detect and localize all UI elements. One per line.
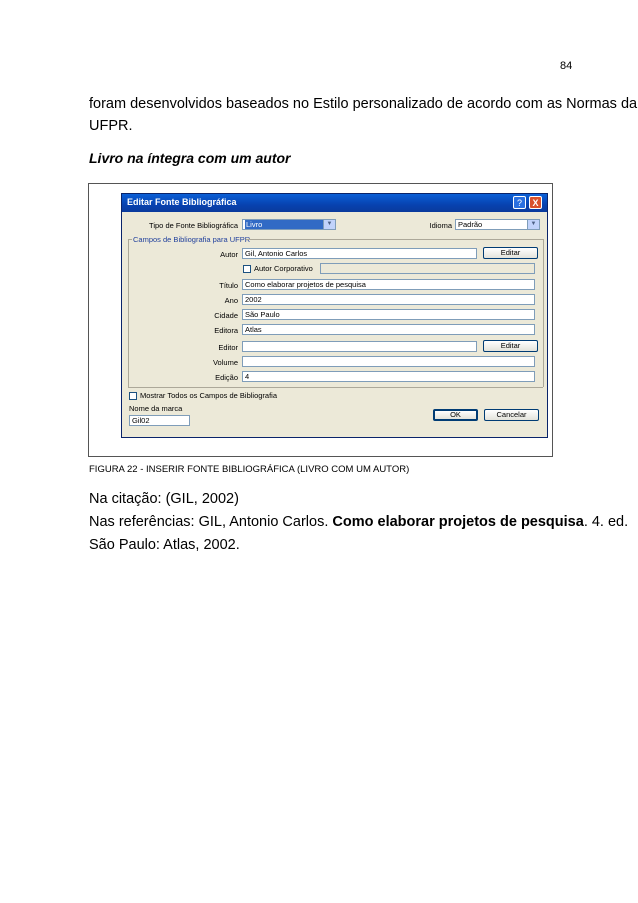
page-number: 84 — [560, 60, 573, 72]
section-heading: Livro na íntegra com um autor — [89, 150, 291, 166]
corporate-author-label: Autor Corporativo — [254, 264, 313, 273]
source-type-label: Tipo de Fonte Bibliográfica — [149, 221, 238, 230]
editor-label: Editor — [218, 343, 238, 352]
edit-editor-button[interactable]: Editar — [483, 340, 538, 352]
reference-prefix: Nas referências: GIL, Antonio Carlos. — [89, 514, 333, 530]
publisher-label: Editora — [214, 326, 238, 335]
editor-input[interactable] — [242, 341, 477, 352]
city-input[interactable]: São Paulo — [242, 309, 535, 320]
group-label: Campos de Bibliografia para UFPR — [133, 235, 251, 244]
cancel-button[interactable]: Cancelar — [484, 409, 539, 421]
city-label: Cidade — [214, 311, 238, 320]
group-border-bottom — [128, 387, 543, 388]
publisher-input[interactable]: Atlas — [242, 324, 535, 335]
source-type-select[interactable] — [242, 219, 336, 230]
intro-text-line-2: UFPR. — [89, 118, 133, 134]
dialog-titlebar[interactable] — [122, 194, 547, 212]
ok-button[interactable]: OK — [433, 409, 478, 421]
figure-caption: FIGURA 22 - INSERIR FONTE BIBLIOGRÁFICA (LIVRO COM UM AUTOR) — [89, 464, 410, 475]
intro-text-line-1: foram desenvolvidos baseados no Estilo personalizado de acordo com as Normas da — [89, 96, 638, 112]
tag-name-label: Nome da marca — [129, 404, 183, 413]
dialog-title: Editar Fonte Bibliográfica — [127, 197, 237, 207]
language-label: Idioma — [429, 221, 452, 230]
reference-line-1 — [89, 511, 628, 533]
group-border-left — [128, 239, 129, 387]
chevron-down-icon: ▼ — [323, 220, 335, 229]
language-select[interactable] — [455, 219, 540, 230]
title-input[interactable]: Como elaborar projetos de pesquisa — [242, 279, 535, 290]
author-input[interactable]: Gil, Antonio Carlos — [242, 248, 477, 259]
edit-source-dialog — [121, 193, 548, 438]
group-border-right — [543, 239, 544, 387]
reference-suffix: . 4. ed. — [583, 514, 629, 530]
tag-name-input[interactable]: Gil02 — [129, 415, 190, 426]
year-label: Ano — [224, 296, 238, 305]
show-all-fields-checkbox[interactable] — [129, 392, 137, 400]
citation-line: Na citação: (GIL, 2002) — [89, 491, 239, 507]
author-label: Autor — [220, 250, 238, 259]
reference-line-2: São Paulo: Atlas, 2002. — [89, 537, 240, 553]
edit-author-button[interactable]: Editar — [483, 247, 538, 259]
corporate-author-input — [320, 263, 535, 274]
year-input[interactable]: 2002 — [242, 294, 535, 305]
edition-input[interactable]: 4 — [242, 371, 535, 382]
edition-label: Edição — [215, 373, 238, 382]
volume-input[interactable] — [242, 356, 535, 367]
source-type-value: Livro — [245, 220, 324, 229]
help-button[interactable]: ? — [513, 196, 526, 209]
close-button[interactable]: X — [529, 196, 542, 209]
group-border-top-right — [246, 239, 543, 240]
chevron-down-icon: ▼ — [527, 220, 539, 229]
corporate-author-checkbox[interactable] — [243, 265, 251, 273]
title-label: Título — [219, 281, 238, 290]
volume-label: Volume — [212, 358, 238, 367]
show-all-fields-label: Mostrar Todos os Campos de Bibliografia — [140, 391, 278, 400]
reference-title: Como elaborar projetos de pesquisa — [332, 514, 584, 530]
language-value: Padrão — [458, 220, 483, 229]
